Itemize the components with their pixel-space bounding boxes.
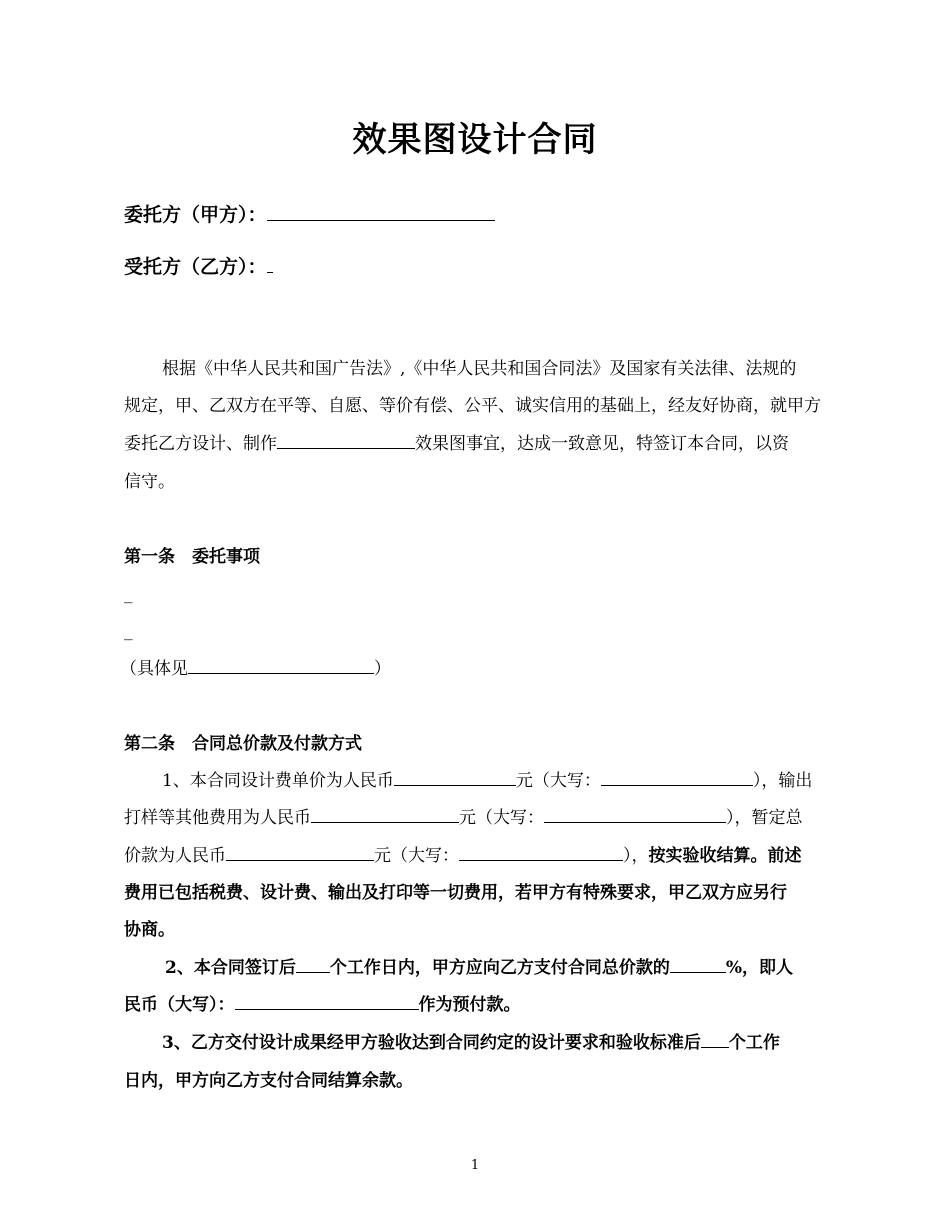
clause-2-text-c: %，即人: [725, 958, 793, 978]
clause-2-line-1: [165, 953, 793, 978]
clause-1-text-g: 价款为人民币: [124, 846, 226, 866]
article-1-heading: 第一条 委托事项: [124, 547, 260, 567]
clause-2-text-e: 作为预付款。: [418, 995, 521, 1015]
percent-blank: [670, 971, 726, 973]
clause-2-text-d: 民币（大写）：: [124, 995, 235, 1015]
party-b-label: 受托方（乙方）：: [124, 256, 267, 278]
clause-1-text-i: ），: [623, 846, 649, 866]
clause-3-line-1: [162, 1028, 780, 1053]
party-a-line: [124, 200, 495, 227]
see-open: （具体见: [120, 659, 188, 679]
page-number: 1: [470, 1158, 480, 1173]
clause-1-line-2: [124, 803, 803, 828]
see-close: ）: [374, 659, 391, 679]
unit-price-blank: [394, 784, 516, 786]
page-title: 效果图设计合同: [352, 120, 598, 160]
intro-line-3-end: 效果图事宜，达成一致意见，特签订本合同，以资: [415, 434, 789, 454]
total-price-words-blank: [459, 859, 623, 861]
work-blank: [277, 447, 415, 449]
clause-2-text-b: 个工作日内，甲方应向乙方支付合同总价款的: [329, 958, 670, 978]
prepay-words-blank: [235, 1008, 419, 1010]
clause-1-text-c: ），输出: [752, 771, 813, 791]
party-a-label: 委托方（甲方）：: [124, 204, 267, 226]
other-fee-words-blank: [544, 821, 726, 823]
article-2-heading: 第二条 合同总价款及付款方式: [124, 734, 362, 754]
balance-days-blank: [701, 1046, 729, 1048]
clause-3-line-2: 日内，甲方向乙方支付合同结算余款。: [124, 1071, 413, 1091]
article-1-dash-1: _: [124, 584, 133, 604]
intro-line-1: 根据《中华人民共和国广告法》,《中华人民共和国合同法》及国家有关法律、法规的: [162, 359, 797, 379]
clause-1-text-a: 1、本合同设计费单价为人民币: [162, 771, 394, 791]
clause-1-line-1: [162, 766, 812, 791]
clause-1-text-e: 元（大写：: [459, 808, 544, 828]
clause-1-line-3: [124, 841, 802, 866]
party-b-line: [124, 252, 273, 279]
party-a-blank: [267, 219, 495, 221]
clause-1-text-h: 元（大写：: [374, 846, 459, 866]
total-price-blank: [226, 859, 374, 861]
clause-1-line-4: 费用已包括税费、设计费、输出及打印等一切费用，若甲方有特殊要求，甲乙双方应另行: [124, 883, 787, 903]
party-b-blank: [267, 271, 273, 273]
other-fee-blank: [311, 821, 459, 823]
intro-line-3: [124, 429, 789, 454]
workdays-blank: [296, 971, 330, 973]
clause-2-text-a: 2、本合同签订后: [165, 958, 296, 978]
article-1-see: [120, 654, 391, 679]
clause-1-line-5: 协商。: [124, 920, 175, 940]
see-blank: [188, 672, 374, 674]
clause-1-text-d: 打样等其他费用为人民币: [124, 808, 311, 828]
intro-line-3-start: 委托乙方设计、制作: [124, 434, 277, 454]
clause-2-line-2: [124, 990, 521, 1015]
clause-3-text-a: 3、乙方交付设计成果经甲方验收达到合同约定的设计要求和验收标准后: [162, 1033, 701, 1053]
article-1-dash-2: _: [124, 621, 133, 641]
clause-1-text-j: 按实验收结算。前述: [648, 846, 802, 866]
intro-line-2: 规定，甲、乙双方在平等、自愿、等价有偿、公平、诚实信用的基础上，经友好协商，就甲方: [124, 396, 821, 416]
intro-line-4: 信守。: [124, 472, 175, 492]
clause-3-text-b: 个工作: [728, 1033, 780, 1053]
clause-1-text-b: 元（大写：: [515, 771, 601, 791]
clause-1-text-f: ），暂定总: [726, 808, 803, 828]
unit-price-words-blank: [601, 784, 753, 786]
